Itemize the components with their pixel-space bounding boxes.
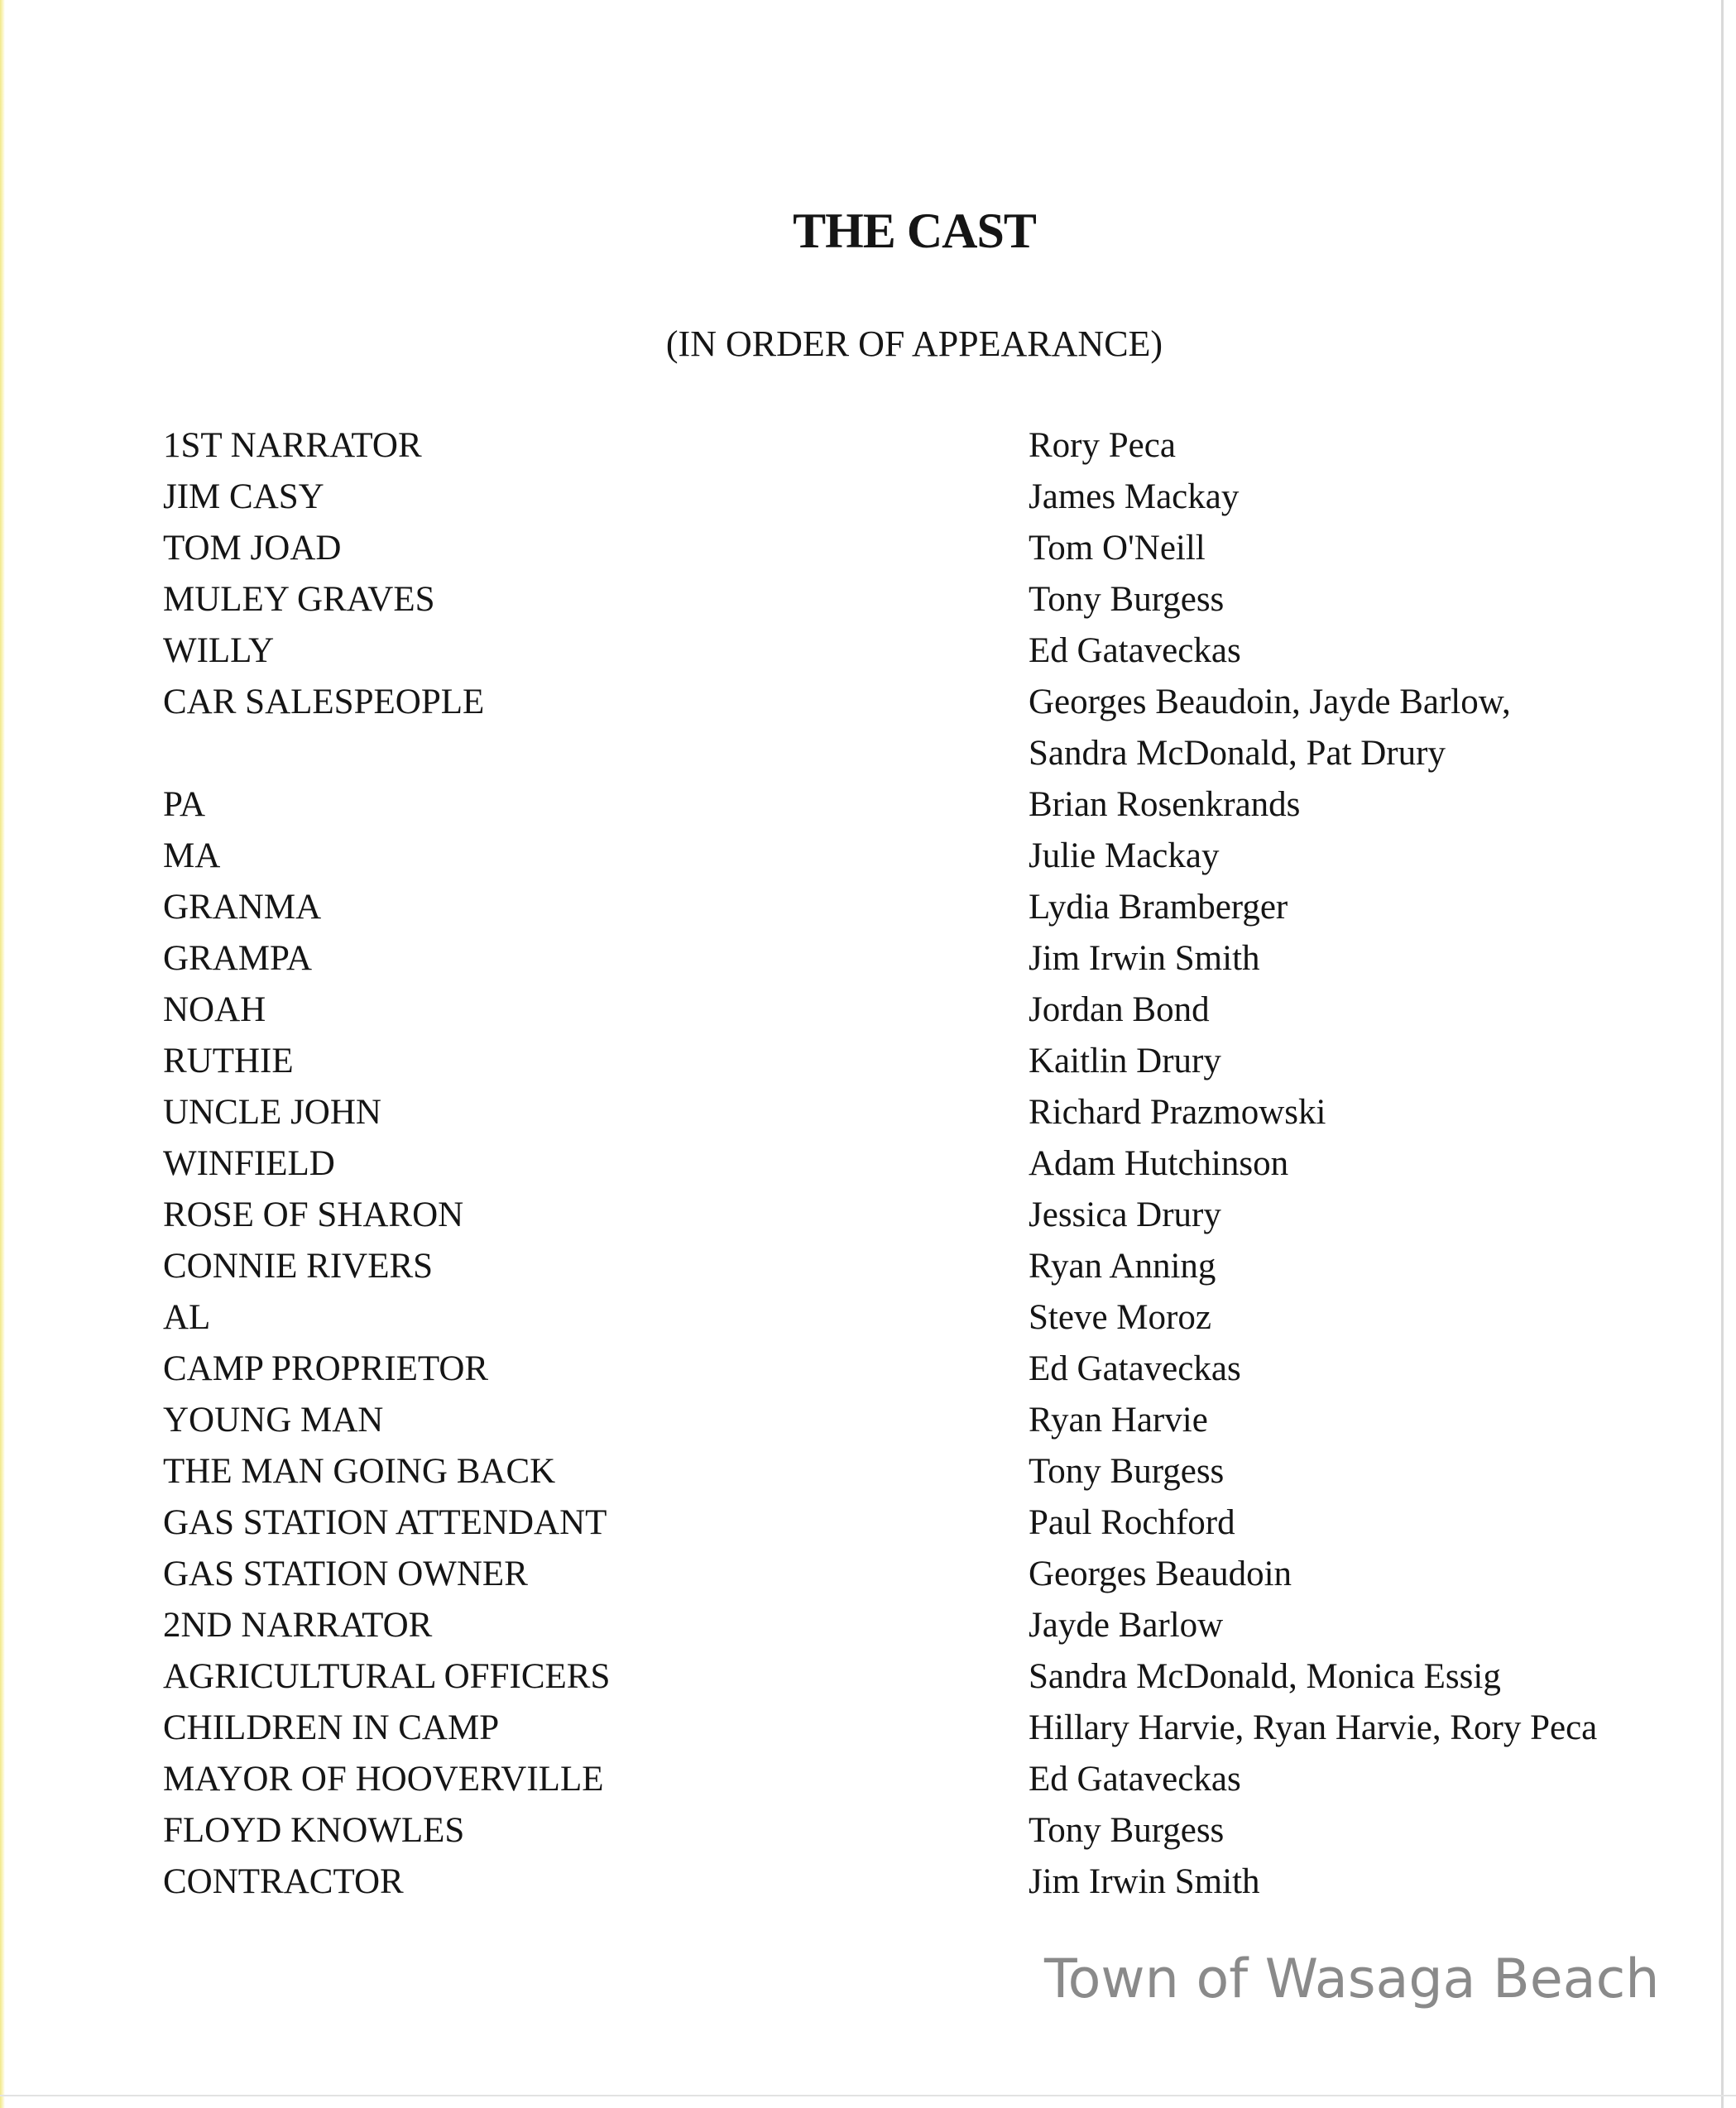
role-name: CONNIE RIVERS: [163, 1247, 434, 1286]
cast-row: [0, 1810, 1736, 1860]
cast-row: [0, 1861, 1736, 1911]
role-name: RUTHIE: [163, 1042, 294, 1080]
role-name: CAMP PROPRIETOR: [163, 1349, 489, 1388]
role-name: CHILDREN IN CAMP: [163, 1708, 500, 1747]
cast-row: [0, 938, 1736, 988]
actor-name: Ryan Harvie: [1029, 1401, 1208, 1440]
actor-name: James Mackay: [1029, 477, 1240, 516]
cast-row: [0, 1708, 1736, 1757]
actor-name: Tony Burgess: [1029, 580, 1225, 619]
role-name: ROSE OF SHARON: [163, 1195, 464, 1234]
cast-row: [0, 836, 1736, 885]
cast-row: [0, 1297, 1736, 1347]
role-name: GAS STATION OWNER: [163, 1555, 528, 1593]
role-name: MAYOR OF HOOVERVILLE: [163, 1760, 604, 1799]
actor-name: Jordan Bond: [1029, 990, 1210, 1029]
watermark: Town of Wasaga Beach: [1044, 1948, 1660, 2010]
role-name: GRAMPA: [163, 939, 313, 978]
cast-row: [0, 477, 1736, 526]
role-name: GAS STATION ATTENDANT: [163, 1503, 607, 1542]
actor-name: Jessica Drury: [1029, 1195, 1221, 1234]
cast-row: [0, 1143, 1736, 1193]
cast-row: [0, 1554, 1736, 1603]
cast-row: [0, 784, 1736, 834]
actor-name: Tony Burgess: [1029, 1811, 1225, 1850]
role-name: WINFIELD: [163, 1144, 335, 1183]
actor-name: Steve Moroz: [1029, 1298, 1211, 1337]
actor-name: Adam Hutchinson: [1029, 1144, 1289, 1183]
actor-name: Rory Peca: [1029, 426, 1176, 465]
cast-row: [0, 1400, 1736, 1449]
role-name: JIM CASY: [163, 477, 324, 516]
actor-name: Hillary Harvie, Ryan Harvie, Rory Peca: [1029, 1708, 1598, 1747]
actor-name: Ed Gataveckas: [1029, 631, 1241, 670]
cast-row: [0, 1349, 1736, 1398]
role-name: FLOYD KNOWLES: [163, 1811, 465, 1850]
actor-name: Tom O'Neill: [1029, 529, 1206, 568]
actor-name: Jayde Barlow: [1029, 1606, 1224, 1645]
page-title: THE CAST: [793, 204, 1036, 258]
role-name: TOM JOAD: [163, 529, 342, 568]
actor-name: Sandra McDonald, Monica Essig: [1029, 1657, 1501, 1696]
role-name: WILLY: [163, 631, 275, 670]
role-name: 1ST NARRATOR: [163, 426, 422, 465]
actor-name: Paul Rochford: [1029, 1503, 1235, 1542]
actor-name-continued: Sandra McDonald, Pat Drury: [1029, 734, 1446, 773]
role-name: MA: [163, 836, 221, 875]
cast-row: [0, 887, 1736, 937]
actor-name: Ryan Anning: [1029, 1247, 1216, 1286]
role-name: AL: [163, 1298, 211, 1337]
actor-name: Kaitlin Drury: [1029, 1042, 1221, 1080]
cast-row: [0, 579, 1736, 629]
role-name: MULEY GRAVES: [163, 580, 435, 619]
cast-row: [0, 1041, 1736, 1090]
role-name: GRANMA: [163, 888, 322, 927]
role-name: CONTRACTOR: [163, 1862, 404, 1901]
role-name: NOAH: [163, 990, 266, 1029]
role-name: UNCLE JOHN: [163, 1093, 381, 1132]
actor-name: Georges Beaudoin: [1029, 1555, 1292, 1593]
cast-row: [0, 528, 1736, 577]
actor-name: Ed Gataveckas: [1029, 1349, 1241, 1388]
actor-name: Julie Mackay: [1029, 836, 1220, 875]
cast-row: [0, 1502, 1736, 1552]
role-name: PA: [163, 785, 206, 824]
actor-name: Lydia Bramberger: [1029, 888, 1288, 927]
cast-row: [0, 989, 1736, 1039]
cast-row: [0, 1605, 1736, 1655]
actor-name: Jim Irwin Smith: [1029, 1862, 1260, 1901]
role-name: CAR SALESPEOPLE: [163, 683, 485, 721]
cast-row: [0, 1759, 1736, 1809]
cast-row: [0, 1092, 1736, 1142]
cast-row: [0, 1246, 1736, 1296]
role-name: 2ND NARRATOR: [163, 1606, 433, 1645]
cast-row: [0, 1656, 1736, 1706]
actor-name: Brian Rosenkrands: [1029, 785, 1301, 824]
role-name: THE MAN GOING BACK: [163, 1452, 556, 1491]
actor-name: Ed Gataveckas: [1029, 1760, 1241, 1799]
actor-name: Richard Prazmowski: [1029, 1093, 1326, 1132]
role-name: AGRICULTURAL OFFICERS: [163, 1657, 611, 1696]
page-subtitle: (IN ORDER OF APPEARANCE): [665, 323, 1163, 364]
cast-row: [0, 682, 1736, 784]
cast-row: [0, 1195, 1736, 1244]
cast-row: [0, 1451, 1736, 1501]
role-name: YOUNG MAN: [163, 1401, 384, 1440]
actor-name: Tony Burgess: [1029, 1452, 1225, 1491]
cast-row: [0, 425, 1736, 475]
actor-name: Jim Irwin Smith: [1029, 939, 1260, 978]
cast-row: [0, 630, 1736, 680]
actor-name: Georges Beaudoin, Jayde Barlow,: [1029, 683, 1511, 721]
